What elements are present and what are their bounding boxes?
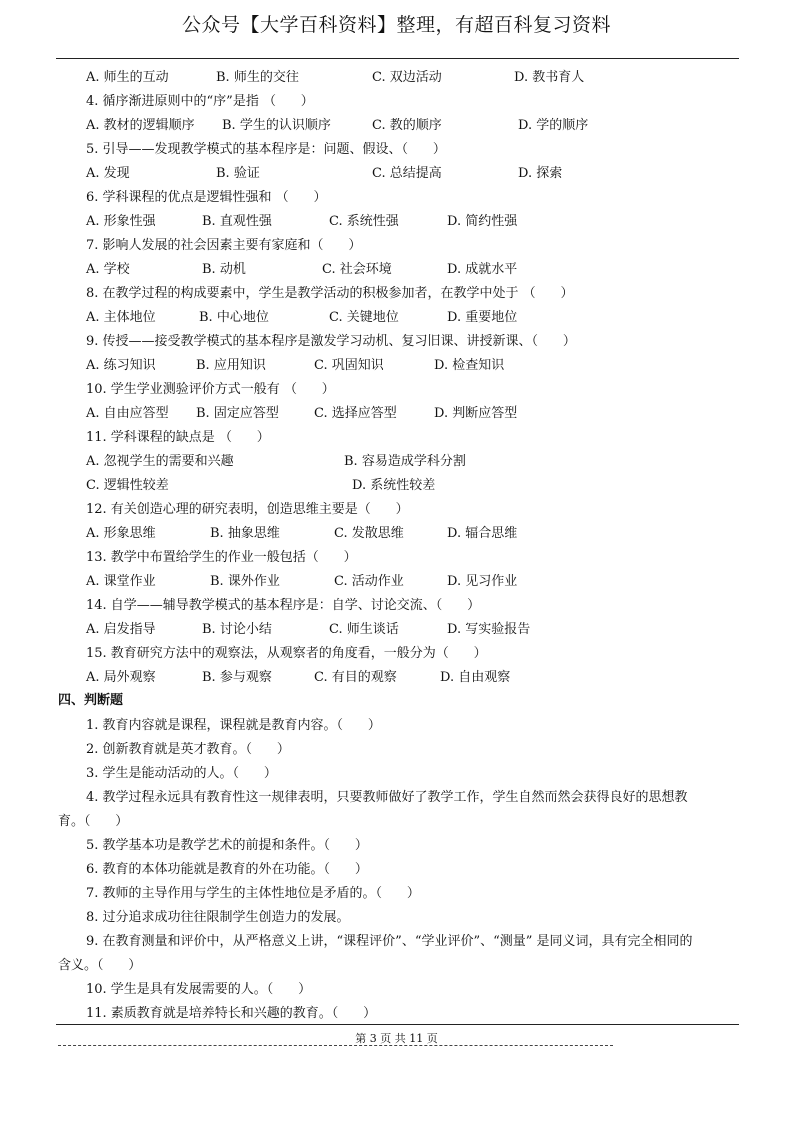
- question-stem: 9. 传授——接受教学模式的基本程序是激发学习动机、复习旧课、讲授新课、（ ）: [86, 334, 576, 349]
- option-item: C. 社会环境: [322, 262, 392, 277]
- option-item: A. 学校: [86, 262, 130, 277]
- option-item: B. 动机: [202, 262, 246, 277]
- option-item: D. 系统性较差: [352, 478, 436, 493]
- judgment-item: 11. 素质教育就是培养特长和兴趣的教育。（ ）: [86, 1006, 377, 1021]
- option-item: D. 见习作业: [447, 574, 518, 589]
- option-item: B. 直观性强: [202, 214, 272, 229]
- option-item: C. 教的顺序: [372, 118, 442, 133]
- option-item: B. 固定应答型: [196, 406, 279, 421]
- option-item: C. 师生谈话: [329, 622, 399, 637]
- judgment-item: 3. 学生是能动活动的人。（ ）: [86, 766, 277, 781]
- option-item: D. 学的顺序: [518, 118, 589, 133]
- judgment-item: 1. 教育内容就是课程，课程就是教育内容。（ ）: [86, 718, 381, 733]
- option-item: C. 活动作业: [334, 574, 404, 589]
- option-item: C. 巩固知识: [314, 358, 384, 373]
- judgment-item: 2. 创新教育就是英才教育。（ ）: [86, 742, 290, 757]
- judgment-item: 5. 教学基本功是教学艺术的前提和条件。（ ）: [86, 838, 368, 853]
- option-item: D. 简约性强: [447, 214, 518, 229]
- option-item: C. 选择应答型: [314, 406, 397, 421]
- header-rule: [56, 58, 739, 59]
- option-item: A. 自由应答型: [86, 406, 169, 421]
- page-header-title: 公众号【大学百科资料】整理，有超百科复习资料: [181, 14, 611, 36]
- dashed-separator: [58, 1045, 613, 1046]
- question-stem: 8. 在教学过程的构成要素中，学生是教学活动的积极参加者，在教学中处于 （ ）: [86, 286, 574, 301]
- option-item: A. 形象思维: [86, 526, 156, 541]
- judgment-item: 7. 教师的主导作用与学生的主体性地位是矛盾的。（ ）: [86, 886, 420, 901]
- question-stem: 5. 引导——发现教学模式的基本程序是：问题、假设、（ ）: [86, 142, 446, 157]
- option-item: B. 参与观察: [202, 670, 272, 685]
- section-heading: 四、判断题: [58, 693, 124, 708]
- question-stem: 14. 自学——辅导教学模式的基本程序是：自学、讨论交流、（ ）: [86, 598, 481, 613]
- option-item: A. 形象性强: [86, 214, 156, 229]
- option-item: A. 课堂作业: [86, 574, 156, 589]
- option-item: D. 教书育人: [514, 70, 585, 85]
- option-item: C. 总结提高: [372, 166, 442, 181]
- option-item: C. 有目的观察: [314, 670, 397, 685]
- option-item: A. 发现: [86, 166, 130, 181]
- option-item: A. 主体地位: [86, 310, 156, 325]
- option-item: C. 逻辑性较差: [86, 478, 169, 493]
- option-item: A. 练习知识: [86, 358, 156, 373]
- option-item: B. 学生的认识顺序: [222, 118, 331, 133]
- question-stem: 12. 有关创造心理的研究表明，创造思维主要是（ ）: [86, 502, 409, 517]
- footer-rule: [56, 1024, 739, 1025]
- option-item: B. 师生的交往: [216, 70, 299, 85]
- judgment-continuation: 育。（ ）: [58, 814, 129, 829]
- question-stem: 10. 学生学业测验评价方式一般有 （ ）: [86, 382, 335, 397]
- option-item: A. 忽视学生的需要和兴趣: [86, 454, 234, 469]
- option-item: D. 重要地位: [447, 310, 518, 325]
- question-stem: 7. 影响人发展的社会因素主要有家庭和（ ）: [86, 238, 362, 253]
- option-item: D. 判断应答型: [434, 406, 518, 421]
- option-item: B. 验证: [216, 166, 260, 181]
- question-stem: 6. 学科课程的优点是逻辑性强和 （ ）: [86, 190, 327, 205]
- judgment-item: 8. 过分追求成功往往限制学生创造力的发展。: [86, 910, 350, 925]
- option-item: C. 双边活动: [372, 70, 442, 85]
- option-item: C. 关键地位: [329, 310, 399, 325]
- option-item: B. 讨论小结: [202, 622, 272, 637]
- question-stem: 11. 学科课程的缺点是 （ ）: [86, 430, 270, 445]
- question-stem: 13. 教学中布置给学生的作业一般包括（ ）: [86, 550, 357, 565]
- option-item: D. 成就水平: [447, 262, 518, 277]
- option-item: A. 教材的逻辑顺序: [86, 118, 195, 133]
- option-item: D. 自由观察: [440, 670, 511, 685]
- option-item: A. 启发指导: [86, 622, 156, 637]
- question-stem: 4. 循序渐进原则中的“序”是指 （ ）: [86, 94, 314, 109]
- page-number: 第 3 页 共 11 页: [355, 1032, 438, 1045]
- judgment-item: 4. 教学过程永远具有教育性这一规律表明，只要教师做好了教学工作，学生自然而然会获得良好的思想教: [86, 790, 688, 805]
- option-item: B. 容易造成学科分割: [344, 454, 466, 469]
- option-item: D. 辐合思维: [447, 526, 518, 541]
- judgment-item: 9. 在教育测量和评价中，从严格意义上讲，“课程评价”、“学业评价”、“测量” 是同义词，具有完全相同的: [86, 934, 693, 949]
- option-item: C. 系统性强: [329, 214, 399, 229]
- question-stem: 15. 教育研究方法中的观察法，从观察者的角度看，一般分为（ ）: [86, 646, 487, 661]
- judgment-item: 10. 学生是具有发展需要的人。（ ）: [86, 982, 312, 997]
- option-item: B. 应用知识: [196, 358, 266, 373]
- option-item: C. 发散思维: [334, 526, 404, 541]
- option-item: A. 师生的互动: [86, 70, 169, 85]
- option-item: B. 课外作业: [210, 574, 280, 589]
- option-item: D. 探索: [518, 166, 563, 181]
- option-item: A. 局外观察: [86, 670, 156, 685]
- option-item: B. 抽象思维: [210, 526, 280, 541]
- judgment-continuation: 含义。（ ）: [58, 958, 142, 973]
- option-item: B. 中心地位: [199, 310, 269, 325]
- option-item: D. 写实验报告: [447, 622, 531, 637]
- option-item: D. 检查知识: [434, 358, 505, 373]
- judgment-item: 6. 教育的本体功能就是教育的外在功能。（ ）: [86, 862, 368, 877]
